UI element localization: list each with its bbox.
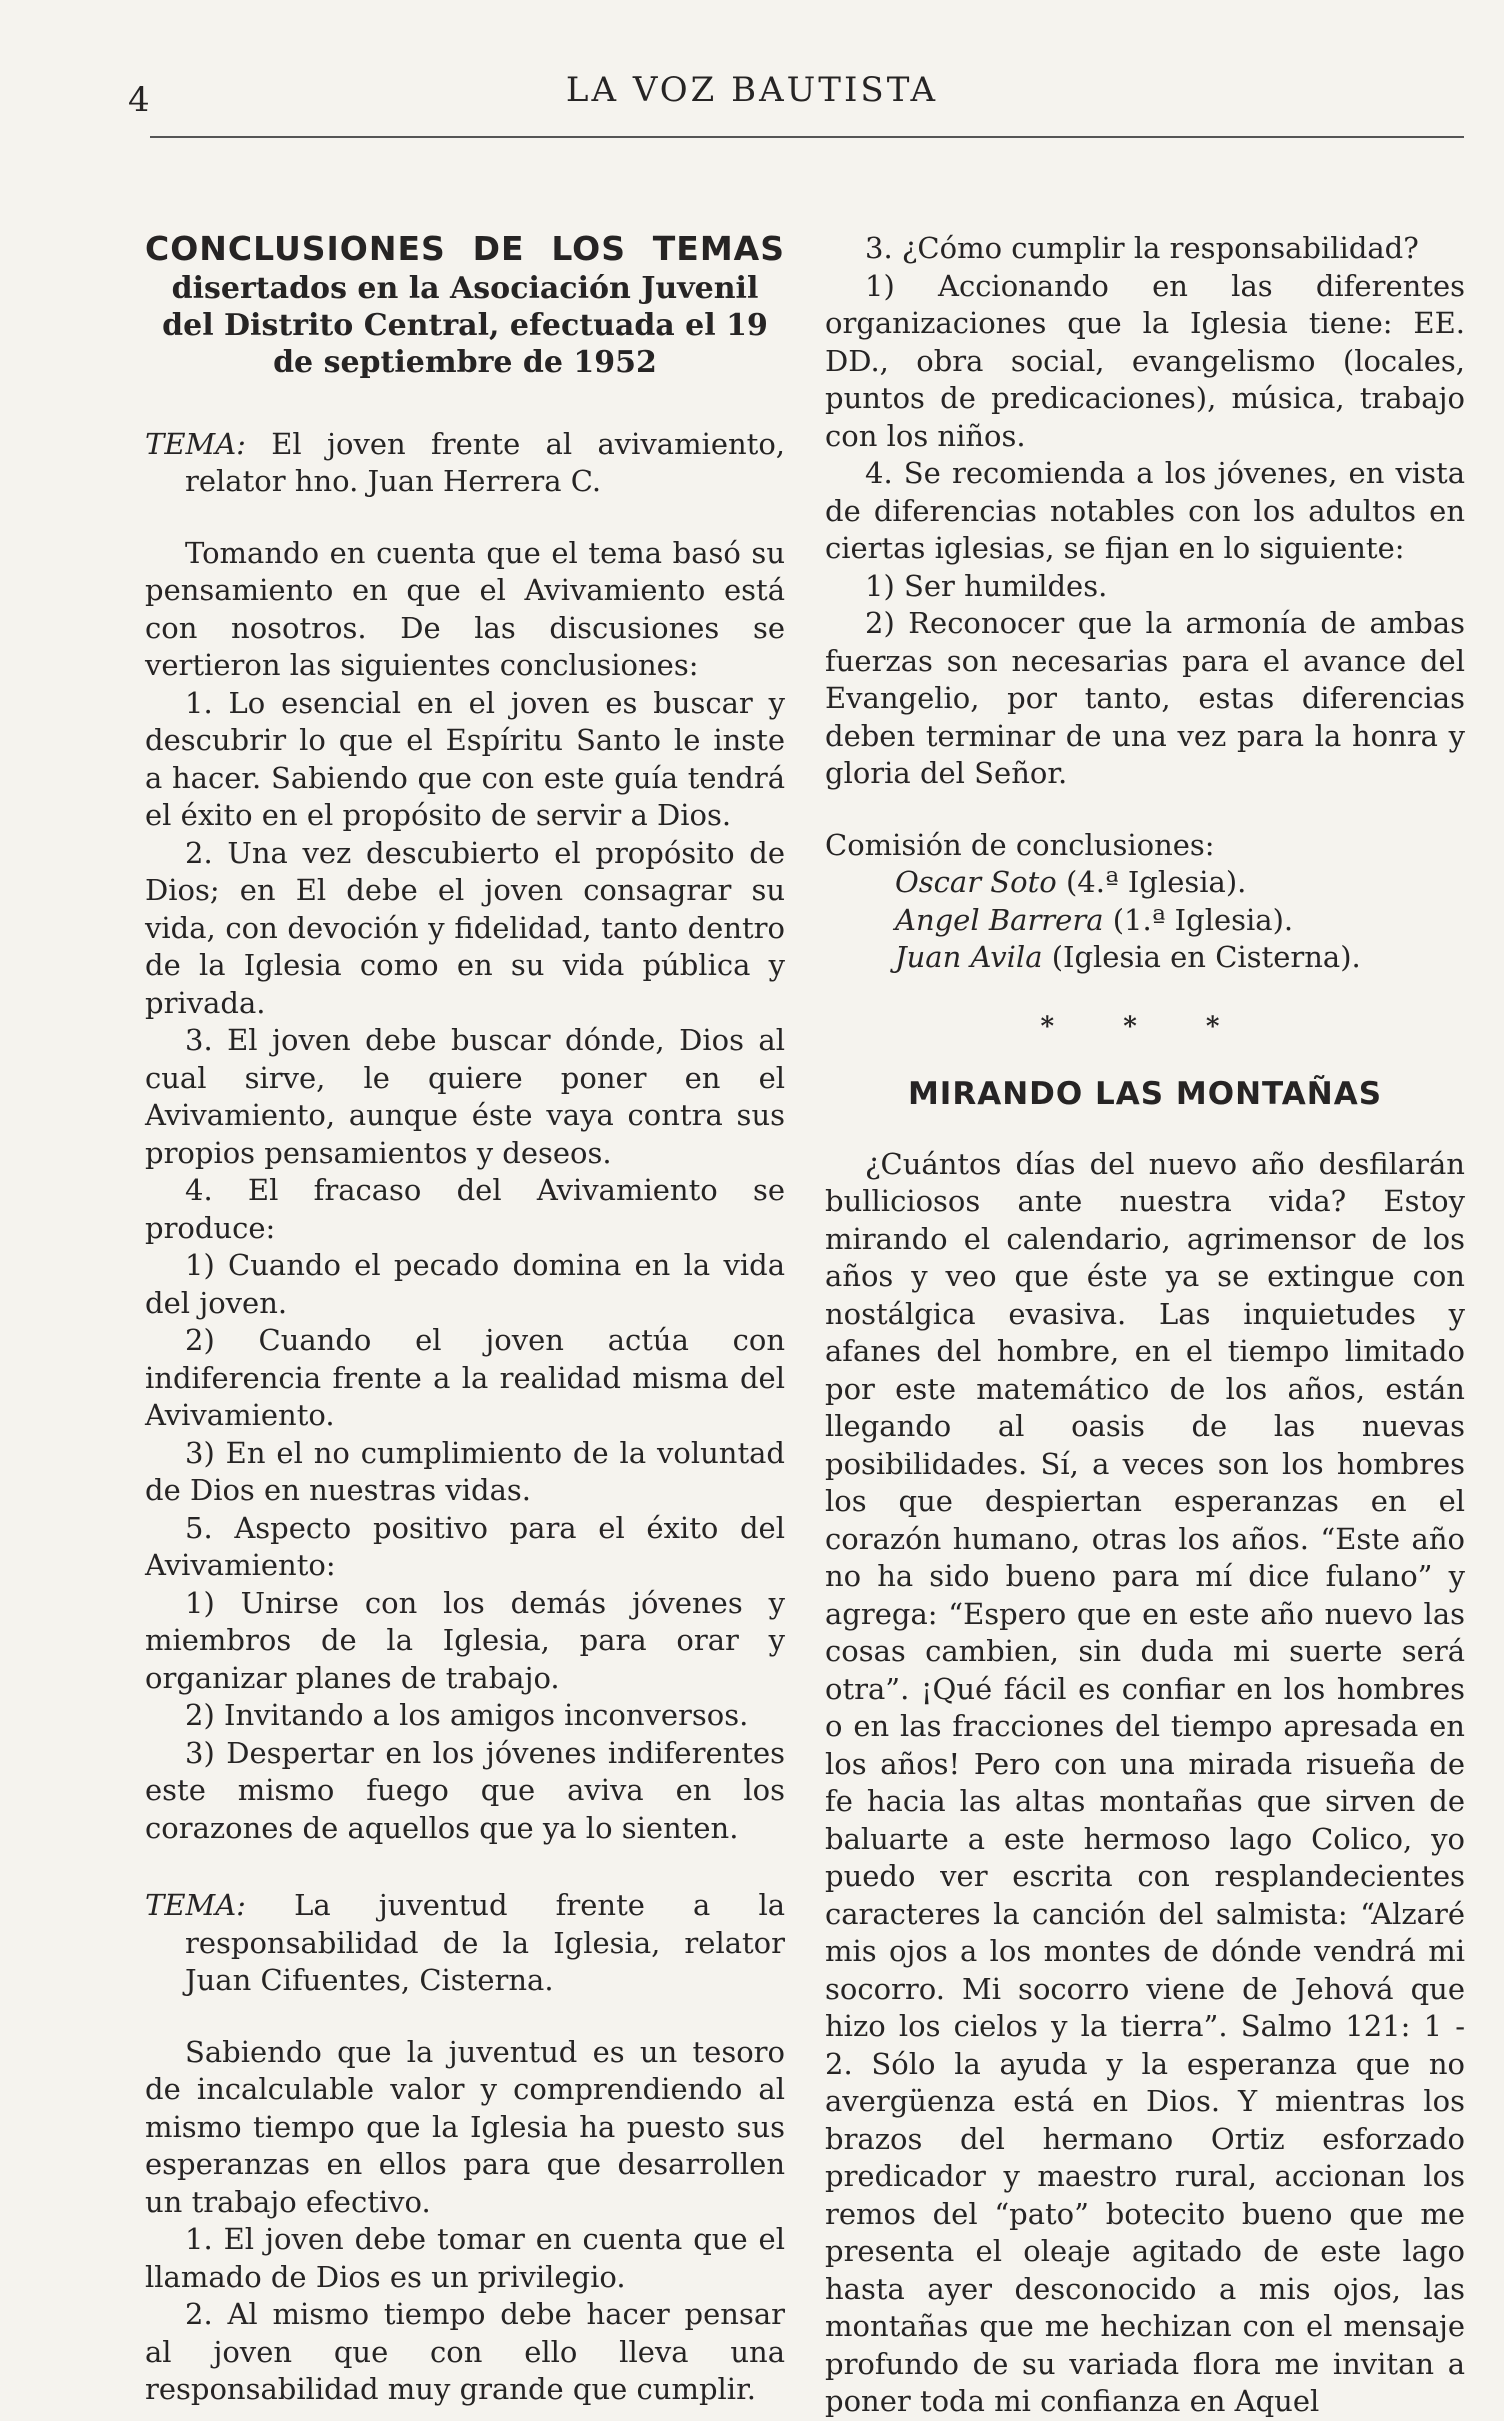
list-subitem: 2) Invitando a los amigos inconversos. (185, 1698, 749, 1732)
signer (895, 864, 1465, 902)
page-number: 4 (128, 80, 150, 120)
left-column (145, 230, 785, 2409)
right-column (825, 230, 1465, 2421)
signer-name: Juan Avila (895, 940, 1043, 974)
signer (895, 939, 1465, 977)
list-subitem: 3) En el no cumplimiento de la voluntad de Dios en nuestras vidas. (145, 1435, 785, 1507)
tema-text: El joven frente al avivamiento, relator hno. Juan Herrera C. (185, 426, 786, 498)
list-subitem: 2) Reconocer que la armonía de ambas fuerzas son necesarias para el avance del Evangelio, por tanto, estas diferencias deben terminar de una vez para la honra y gloria del Señor. (825, 606, 1465, 790)
intro-paragraph: Tomando en cuenta que el tema basó su pensamiento en que el Avivamiento está con nosotros. De las discusiones se vertieron las siguientes conclusiones: (145, 535, 785, 682)
list-subitem: 1) Unirse con los demás jóvenes y miembros de la Iglesia, para orar y organizar planes de trabajo. (145, 1585, 785, 1695)
list-item: 4. Se recomienda a los jóvenes, en vista de diferencias notables con los adultos en ciertas iglesias, se fijan en lo siguiente: (825, 456, 1465, 565)
signer-name: Angel Barrera (895, 902, 1104, 937)
list-item: 1. Lo esencial en el joven es buscar y descubrir lo que el Espíritu Santo le inste a hacer. Sabiendo que con este guía tendrá el éxito en el propósito de servir a Dios. (145, 685, 785, 832)
list-subitem: 3) Despertar en los jóvenes indiferentes este mismo fuego que aviva en los corazones de aquellos que ya lo sienten. (145, 1735, 785, 1845)
tema-2 (145, 1887, 785, 2000)
signer-church: (Iglesia en Cisterna). (1051, 940, 1361, 974)
signer-name: Oscar Soto (895, 865, 1057, 899)
section-title: MIRANDO LAS MONTAÑAS (907, 1076, 1383, 1112)
list-item: 3. El joven debe buscar dónde, Dios al cual sirve, le quiere poner en el Avivamiento, aunque éste vaya contra sus propios pensamientos y deseos. (145, 1023, 785, 1170)
list-subitem: 2) Cuando el joven actúa con indiferencia frente a la realidad misma del Avivamiento. (145, 1323, 785, 1432)
list-subitem: 1) Accionando en las diferentes organizaciones que la Iglesia tiene: EE. DD., obra social, evangelismo (locales, puntos de predicaciones), música, trabajo con los niños. (825, 268, 1465, 453)
signer-church: (1.ª Iglesia). (1112, 902, 1294, 937)
intro-paragraph: Sabiendo que la juventud es un tesoro de incalculable valor y comprendiendo al mismo tiempo que la Iglesia ha puesto sus esperanzas en ellos para que desarrollen un trabajo efectivo. (145, 2034, 785, 2219)
list-item: 5. Aspecto positivo para el éxito del Avivamiento: (145, 1510, 785, 1582)
page-header (0, 0, 1504, 160)
list-subitem: 1) Ser humildes. (865, 568, 1108, 603)
tema-label: TEMA: (145, 1888, 246, 1922)
publication-title: LA VOZ BAUTISTA (565, 70, 939, 110)
tema-label: TEMA: (145, 426, 246, 461)
signers-list (825, 864, 1465, 977)
article-body: ¿Cuántos días del nuevo año desfilarán bulliciosos ante nuestra vida? Estoy mirando el calendario, agrimensor de los años y veo que éste ya se extingue con nostálgica evasiva. Las inquietudes y afanes del hombre, en el tiempo limitado por este matemático de los años, están llegando al oasis de las nuevas posibilidades. Sí, a veces son los hombres los que despiertan esperanzas en el corazón humano, otras los años. “Este año no ha sido bueno para mí dice fulano” y agrega: “Espero que en este año nuevo las cosas cambien, sin duda mi suerte será otra”. ¡Qué fácil es confiar en los hombres o en las fracciones del tiempo apresada en los años! Pero con una mirada risueña de fe hacia las altas montañas que sirven de baluarte a este hermoso lago Colico, yo puedo ver escrita con resplandecientes caracteres la canción del salmista: “Alzaré mis ojos a los montes de dónde vendrá mi socorro. Mi socorro viene de Jehová que hizo los cielos y la tierra”. Salmo 121: 1 - 2. Sólo la ayuda y la esperanza que no avergüenza está en Dios. Y mientras los brazos del hermano Ortiz esforzado predicador y maestro rural, accionan los remos del “pato” botecito bueno que me presenta el oleaje agitado de este lago hasta ayer desconocido a mis ojos, las montañas que me hechizan con el mensaje profundo de su variada flora me invitan a poner toda mi confianza en Aquel (825, 1146, 1465, 2418)
header-rule (150, 136, 1464, 138)
list-subitem: 1) Cuando el pecado domina en la vida del joven. (145, 1248, 785, 1320)
article-title: CONCLUSIONES DE LOS TEMAS (145, 229, 785, 268)
signer-church: (4.ª Iglesia). (1065, 865, 1247, 899)
list-item: 2. Al mismo tiempo debe hacer pensar al joven que con ello lleva una responsabilidad muy grande que cumplir. (145, 2297, 785, 2406)
tema-text: La juventud frente a la responsabilidad de la Iglesia, relator Juan Cifuentes, Cisterna. (185, 1888, 786, 1997)
list-item: 1. El joven debe tomar en cuenta que el llamado de Dios es un privilegio. (145, 2222, 785, 2294)
commission-label: Comisión de conclusiones: (825, 827, 1215, 862)
list-item: 4. El fracaso del Avivamiento se produce: (145, 1173, 785, 1245)
list-item: 3. ¿Cómo cumplir la responsabilidad? (865, 231, 1419, 265)
article-subtitle: disertados en la Asociación Juvenil del Distrito Central, efectuada el 19 de septiembre de 1952 (162, 270, 768, 380)
tema-1 (145, 426, 785, 501)
section-separator: * * * (1040, 1011, 1250, 1042)
signer (895, 902, 1465, 940)
list-item: 2. Una vez descubierto el propósito de Dios; en El debe el joven consagrar su vida, con devoción y fidelidad, tanto dentro de la Iglesia como en su vida pública y privada. (145, 835, 785, 1020)
